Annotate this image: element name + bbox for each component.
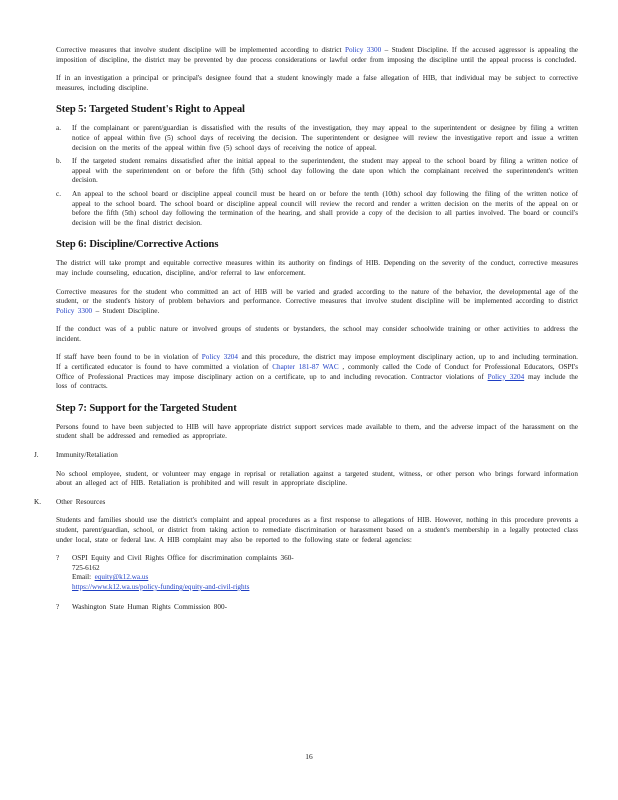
resource-item-ospi: [56, 554, 578, 592]
item-label: b.: [56, 157, 62, 166]
step6-p2-text-b: – Student Discipline.: [95, 306, 160, 315]
item-label: c.: [56, 189, 61, 198]
step5-item-c: [56, 190, 578, 228]
step6-paragraph-1: The district will take prompt and equitable corrective measures within its authority on findings of HIB. Depending on the severity of the conduct, corrective measures may include counseling, education, discipline, and/or referral to law enforcement.: [56, 259, 578, 277]
section-k-title: Other Resources: [56, 497, 106, 506]
step6-p4-text-a: If staff have been found to be in violation of: [56, 353, 199, 362]
chapter-181-87-wac-link[interactable]: Chapter 181-87 WAC: [272, 363, 339, 372]
section-k-text: Students and families should use the district's complaint and appeal procedures as a first response to allegations of HIB. However, nothing in this procedure prevents a student, parent/guardian, school, or district from taking action to remediate discrimination or harassment based on a student's membership in a legally protected class under local, state or federal law. A HIB complaint may also be reported to the following state or federal agencies:: [56, 516, 578, 544]
resource-item-hrc: [56, 603, 578, 613]
policy-3204-link[interactable]: Policy 3204: [201, 353, 238, 362]
policy-3300-link-2[interactable]: Policy 3300: [56, 306, 93, 315]
step5-item-b: [56, 157, 578, 186]
page-number: 16: [305, 752, 313, 761]
intro-paragraph-2: If in an investigation a principal or principal's designee found that a student knowingly made a false allegation of HIB, that individual may be subject to corrective measures, including discipline.: [56, 74, 578, 92]
section-j-marker: J.: [34, 451, 39, 460]
policy-3204-link-2[interactable]: Policy 3204: [487, 372, 525, 381]
step6-paragraph-3: If the conduct was of a public nature or involved groups of students or bystanders, the school may consider schoolwide training or other activities to address the incident.: [56, 325, 578, 343]
resource-line: Washington State Human Rights Commission 800-: [72, 602, 227, 611]
section-j-text: No school employee, student, or volunteer may engage in reprisal or retaliation against a targeted student, witness, or other person who brings forward information about an alleged act of HIB. Retaliation is prohibited and will result in appropriate discipline.: [56, 469, 578, 488]
resource-email-line: [72, 573, 578, 583]
resource-phone: 725-6162: [72, 563, 100, 572]
bullet-marker: ?: [56, 602, 60, 611]
intro-paragraph-1: [56, 46, 578, 65]
item-text: If the complainant or parent/guardian is dissatisfied with the results of the investigation, they may appeal to the superintendent or designee by filing a written notice of appeal within five (5) school days of receiving the decision. The superintendent or designee will review the investigative report and issue a written decision on the merits of the appeal within five (5) school days of receiving the notice of appeal.: [72, 124, 578, 152]
step6-paragraph-4: [56, 353, 578, 391]
equity-url-link[interactable]: https://www.k12.wa.us/policy-funding/equity-and-civil-rights: [72, 582, 250, 591]
resource-line: OSPI Equity and Civil Rights Office for discrimination complaints 360-: [72, 554, 294, 563]
step7-paragraph-1: Persons found to have been subjected to HIB will have appropriate district support services made available to them, and the adverse impact of the harassment on the student shall be addressed and remedied as appropriate.: [56, 422, 578, 441]
resource-url-line: [72, 583, 578, 593]
step6-p4-text-b: and this procedure, the district may impose employment disciplinary action, up to and including termination. If a certificated educator is found to have committed a violation of: [56, 353, 578, 372]
step6-p4-text-d: may include the loss of contracts.: [56, 372, 578, 391]
bullet-marker: ?: [56, 554, 60, 563]
step6-paragraph-2: [56, 288, 578, 317]
item-text: An appeal to the school board or discipline appeal council must be heard on or before the tenth (10th) school day following the filing of the written notice of appeal to the school board. The school board or discipline appeal council will review the record and render a written decision on the merits of the appeal on or before the fifth (5th) school day following the termination of the hearing, and shall provide a copy of the decision to all parties involved. The board or council's decision will be the final district decision.: [72, 189, 578, 227]
step5-heading: Step 5: Targeted Student's Right to Appeal: [56, 104, 245, 116]
section-k-marker: K.: [34, 497, 41, 506]
step6-p4-text-c: , commonly called the Code of Conduct for Professional Educators, OSPI's Office of Professional Practices may impose disciplinary action on a certificate, up to and including revocation. Contractor violations of: [56, 363, 578, 381]
step6-heading: Step 6: Discipline/Corrective Actions: [56, 239, 219, 251]
step5-item-a: [56, 124, 578, 153]
step7-heading: Step 7: Support for the Targeted Student: [56, 402, 237, 414]
step6-p2-text-a: Corrective measures for the student who committed an act of HIB will be varied and graded according to the nature of the behavior, the developmental age of the student, or the student's history of problem behaviors and performance. Corrective measures that involve student discipline will be implemented according to district: [56, 287, 578, 306]
item-text: If the targeted student remains dissatisfied after the initial appeal to the superintendent, the student may appeal to the school board by filing a written notice of appeal with the superintendent on or before the fifth (5th) school day following the date upon which the complainant received the superintendent's written decision.: [72, 157, 578, 185]
policy-3300-link[interactable]: Policy 3300: [344, 46, 382, 54]
email-link[interactable]: equity@k12.wa.us: [94, 573, 149, 582]
section-k: [34, 497, 578, 508]
intro-p1-text-a: Corrective measures that involve student discipline will be implemented according to district: [56, 46, 342, 54]
section-j: [34, 451, 578, 461]
email-label: Email:: [72, 573, 92, 582]
intro-p1-text-b: – Student Discipline. If the accused aggressor is appealing the imposition of discipline, the district may be prevented by due process considerations or lawful order from imposing the discipline until the appeal process is concluded.: [56, 46, 578, 64]
section-j-title: Immunity/Retaliation: [56, 451, 118, 460]
item-label: a.: [56, 124, 61, 133]
